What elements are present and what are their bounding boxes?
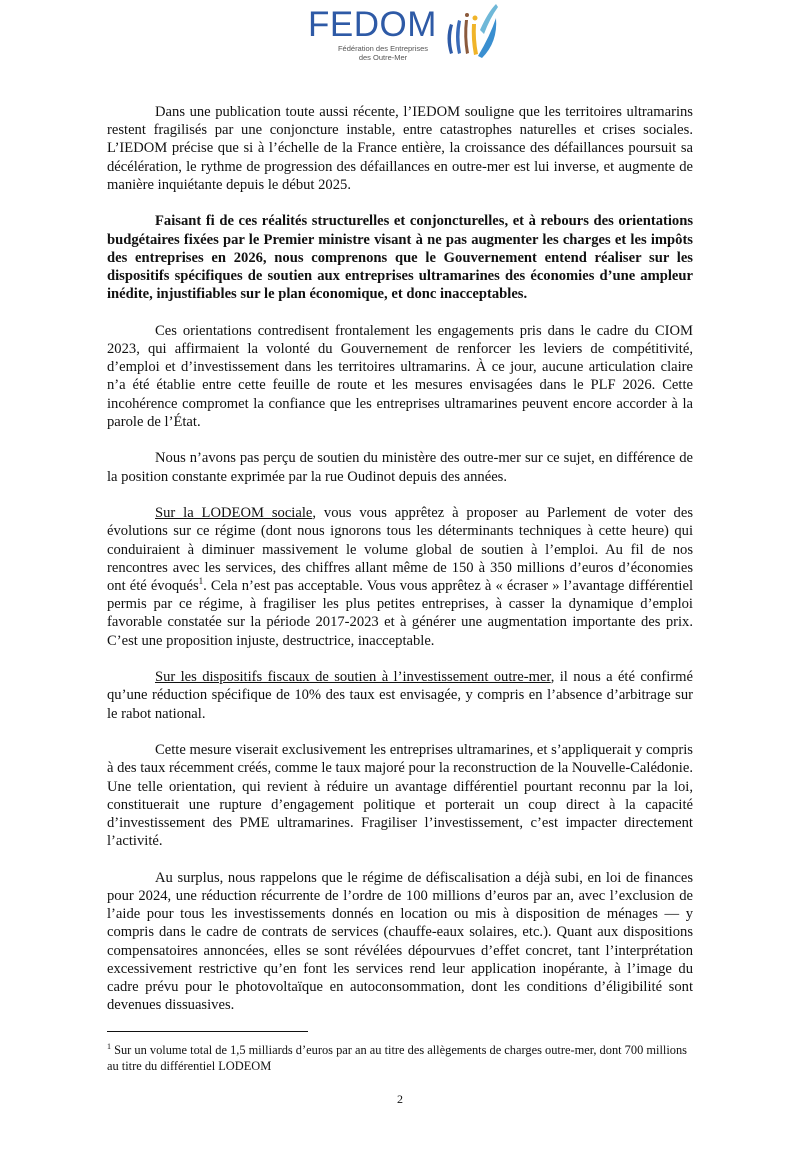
paragraph-economies: Faisant fi de ces réalités structurelles et conjoncturelles, et à rebours des orientations budgétaires fixées par le Premier ministre visant à ne pas augmenter les charges et les impôts des entreprises en 2026, nous comprenons que le Gouvernement entend réaliser sur les dispositifs spécifiques de soutien aux entreprises ultramarines des économies d’une ampleur inédite, injustifiables sur le plan économique, et donc inacceptables.: [107, 213, 693, 303]
letter-body: [107, 103, 693, 1033]
paragraph-dispositifs-fiscaux: Sur les dispositifs fiscaux de soutien à l’investissement outre-mer, il nous a été confirmé qu’une réduction spécifique de 10% des taux est envisagée, y compris en l’absence d’arbitrage sur le rabot national.: [107, 669, 694, 722]
footnote: $^1$ Sur un volume total de 1,5 milliards d’euros par an au titre des allègements de charges outre-mer, dont 700 millions au titre du différentiel LODEOM: [107, 1041, 687, 1073]
lodeom-heading: Sur la LODEOM sociale: [155, 505, 313, 522]
paragraph-ciom: Ces orientations contredisent frontalement les engagements pris dans le cadre du CIOM 2023, qui affirmaient la volonté du Gouvernement de renforcer les leviers de compétitivité, d’emploi et d’investissement dans les territoires ultramarins. À ce jour, aucune articulation claire n’a été établie entre cette feuille de route et les mesures envisagées dans le PLF 2026. Cette incohérence compromet la confiance que les entreprises ultramarines peuvent encore accorder à la parole de l’État.: [107, 322, 693, 430]
footnote-divider: [107, 1031, 308, 1032]
paragraph-iedom: Dans une publication toute aussi récente, l’IEDOM souligne que les territoires ultramarins restent fragilisés par une conjoncture instable, entre catastrophes naturelles et crises sociales. L’IEDOM précise que si à l’échelle de la France entière, la croissance des défaillances poursuit sa décélération, le rythme de progression des défaillances en outre-mer est lui inverse, et augmente de manière inquiétante depuis le début 2025.: [107, 104, 693, 193]
paragraph-defiscalisation: Au surplus, nous rappelons que le régime de défiscalisation a déjà subi, en loi de finances pour 2024, une réduction récurrente de l’ordre de 100 millions d’euros par an, avec l’exclusion de l’aide pour tous les investissements donnés en location ou mis à disposition de ménages — y compris dans le cadre de contrats de services (chauffe-eaux solaires, etc.). Quant aux dispositions compensatoires annoncées, elles se sont révélées dépourvues d’effet concret, tant l’interprétation excessivement restrictive qu’en font les services rend leur application inopérante, à l’image du cadre prévu pour le photovoltaïque en autoconsommation, dont les conditions d’éligibilité sont devenues dissuasives.: [107, 869, 693, 1014]
footnote-ref: 1: [198, 576, 204, 587]
fedom-logo: [308, 2, 508, 64]
dispositifs-heading: Sur les dispositifs fiscaux de soutien à l’investissement outre-mer: [155, 669, 551, 686]
logo-wordmark: FEDOM: [308, 5, 437, 44]
logo-mark-icon: [440, 2, 502, 64]
logo-subtitle: Fédération des Entreprises des Outre-Mer: [337, 44, 429, 62]
paragraph-ministere: Nous n’avons pas perçu de soutien du ministère des outre-mer sur ce sujet, en différence de la position constante exprimée par la rue Oudinot depuis des années.: [107, 450, 693, 485]
paragraph-lodeom: Sur la LODEOM sociale, vous vous apprêtez à proposer au Parlement de voter des évolutions sur ce régime (dont nous ignorons tous les déterminants techniques à cette heure) qui conduiraient à diminuer massivement le volume global de soutien à l’emploi. Au fil de nos rencontres avec les services, des chiffres allant même de 150 à 350 millions d’euros d’économies ont été évoqués$^1$. Cela n’est pas acceptable. Vous vous apprêtez à « écraser » l’avantage différentiel permis par ce régime, à fragiliser les plus petites entreprises, à casser la dynamique d’emploi favorable constatée sur la période 2017-2023 et à générer une augmentation importante des prix. C’est une proposition injuste, destructrice, inacceptable.: [107, 505, 693, 649]
page-number: 2: [397, 1092, 403, 1106]
paragraph-mesure: Cette mesure viserait exclusivement les entreprises ultramarines, et s’appliquerait y compris à des taux récemment créés, comme le taux majoré pour la reconstruction de la Nouvelle-Calédonie. Une telle orientation, qui revient à réduire un avantage différentiel pourtant reconnu par la loi, constituerait une rupture d’engagement politique et porterait un coup direct à la capacité d’investissement des PME ultramarines. Fragiliser l’investissement, c’est impacter directement l’activité.: [107, 742, 693, 850]
